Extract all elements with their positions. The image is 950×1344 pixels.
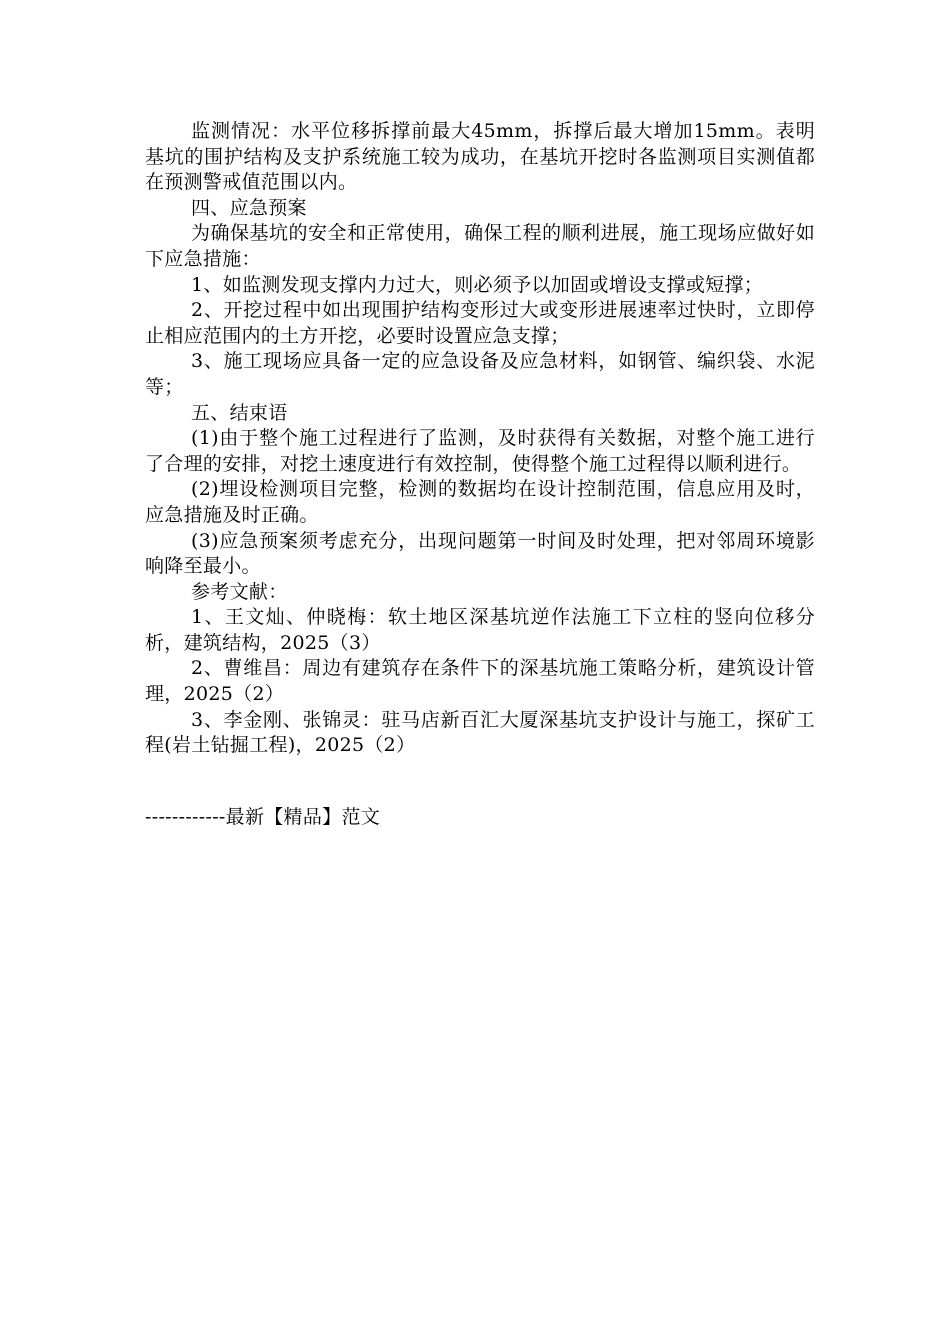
emergency-measure-3: 3、施工现场应具备一定的应急设备及应急材料，如钢管、编织袋、水泥等； [145, 350, 815, 398]
document-page [145, 119, 815, 830]
footer-tagline: ------------最新【精品】范文 [145, 805, 381, 828]
reference-item-1: 1、王文灿、仲晓梅：软土地区深基坑逆作法施工下立柱的竖向位移分析，建筑结构，2025（3） [145, 606, 815, 654]
conclusion-point-3: (3)应急预案须考虑充分，出现问题第一时间及时处理，把对邻周环境影响降至最小。 [145, 529, 815, 578]
monitoring-summary-paragraph: 监测情况：水平位移拆撑前最大45mm，拆撑后最大增加15mm。表明基坑的围护结构及支护系统施工较为成功，在基坑开挖时各监测项目实测值都在预测警戒值范围以内。 [145, 120, 815, 194]
emergency-intro-paragraph: 为确保基坑的安全和正常使用，确保工程的顺利进展，施工现场应做好如下应急措施： [145, 222, 815, 270]
reference-item-3: 3、李金刚、张锦灵：驻马店新百汇大厦深基坑支护设计与施工，探矿工程(岩土钻掘工程)，2025（2） [145, 708, 815, 757]
section-heading-emergency-plan: 四、应急预案 [191, 196, 307, 219]
conclusion-point-1: (1)由于整个施工过程进行了监测，及时获得有关数据，对整个施工进行了合理的安排，对挖土速度进行有效控制，使得整个施工过程得以顺利进行。 [145, 427, 815, 475]
references-heading: 参考文献： [191, 580, 288, 603]
emergency-measure-1: 1、如监测发现支撑内力过大，则必须予以加固或增设支撑或短撑； [191, 273, 764, 296]
section-heading-conclusion: 五、结束语 [191, 401, 288, 424]
reference-item-2: 2、曹维昌：周边有建筑存在条件下的深基坑施工策略分析，建筑设计管理，2025（2） [145, 657, 815, 706]
conclusion-point-2: (2)埋设检测项目完整，检测的数据均在设计控制范围，信息应用及时，应急措施及时正确。 [145, 478, 815, 526]
emergency-measure-2: 2、开挖过程中如出现围护结构变形过大或变形进展速率过快时，立即停止相应范围内的土方开挖，必要时设置应急支撑； [145, 299, 815, 347]
